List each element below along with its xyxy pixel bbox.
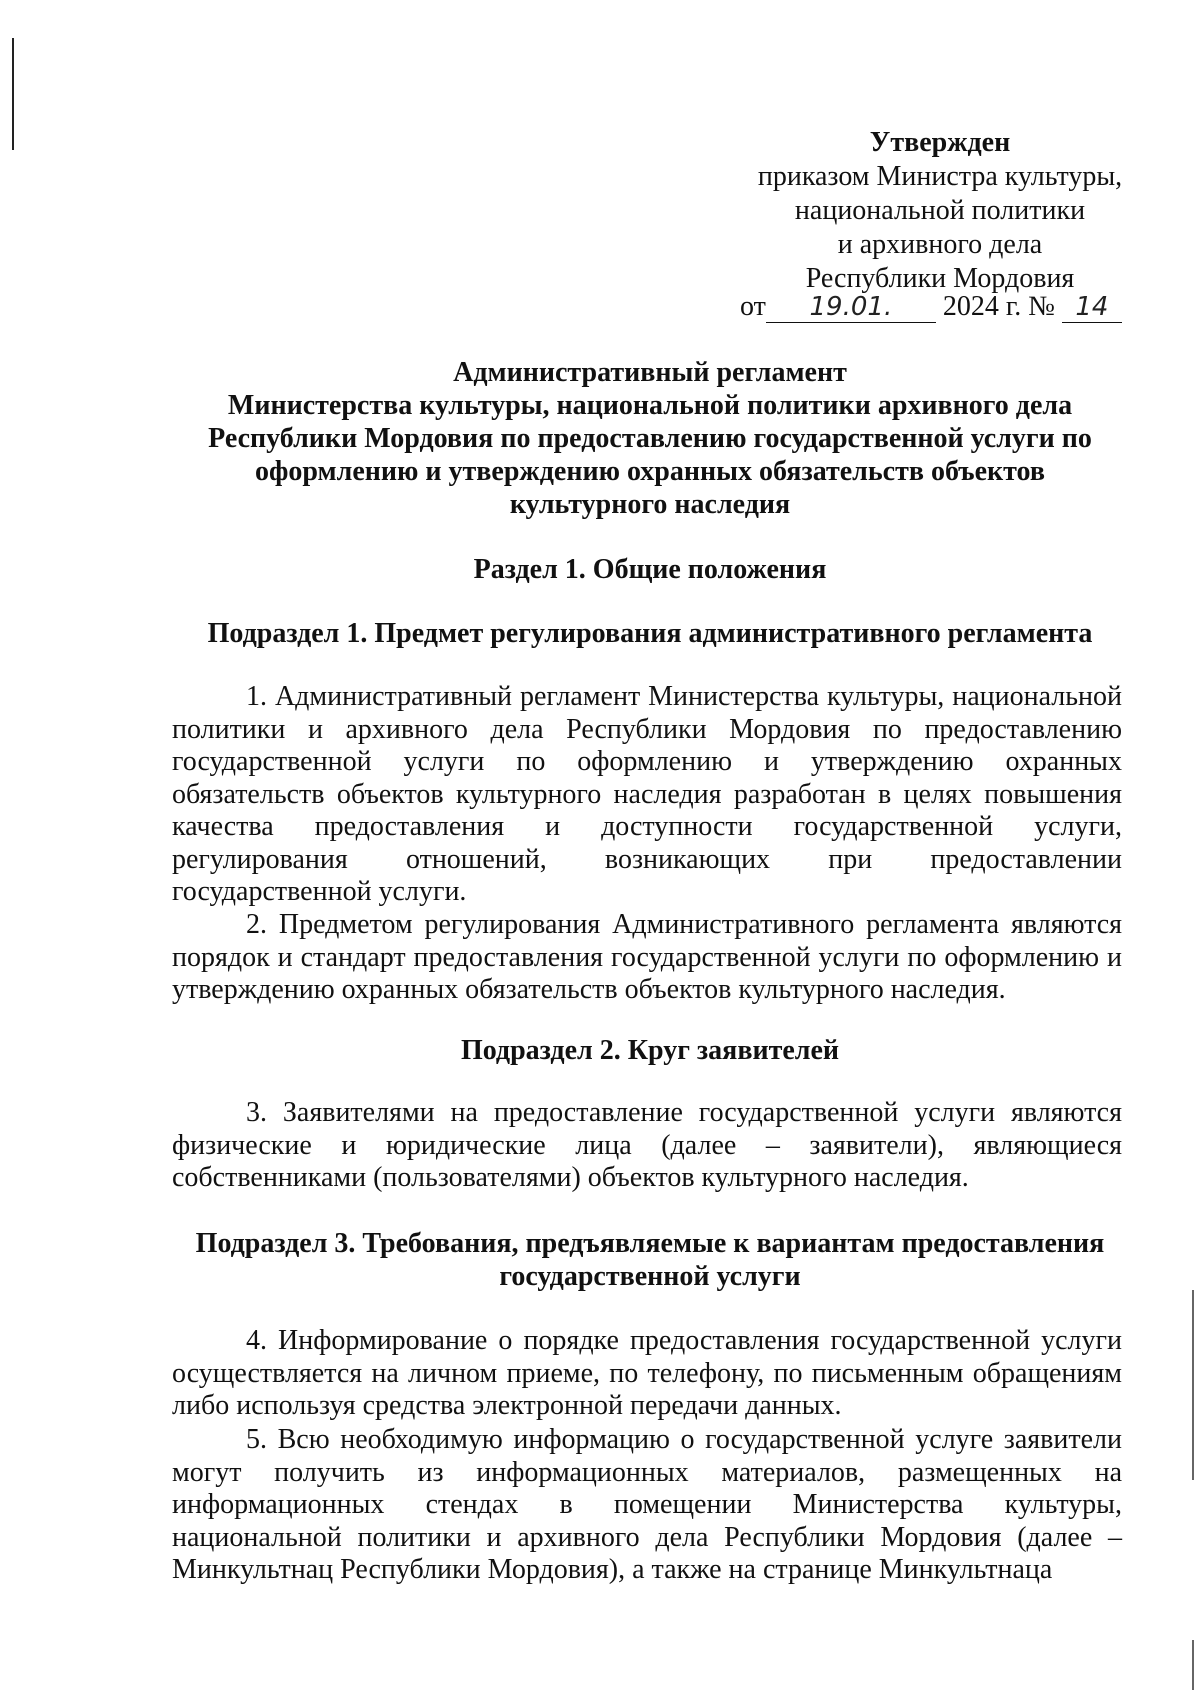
paragraph: 2. Предметом регулирования Административного регламента являются порядок и стандарт предоставления государственной услуги по оформлению и утверждению охранных обязательств объектов культурного наследия. <box>172 909 1122 1005</box>
approval-line: национальной политики <box>794 195 1086 226</box>
section-heading: Раздел 1. Общие положения <box>473 554 827 585</box>
approval-stamp-block <box>740 126 1140 296</box>
subsection-heading: Подраздел 2. Круг заявителей <box>460 1035 840 1066</box>
order-date-handwritten: 19.01. <box>766 292 936 323</box>
order-number-handwritten: 14 <box>1062 292 1122 323</box>
order-year: 2024 г. № <box>942 291 1055 322</box>
subsection-heading-line: Подраздел 3. Требования, предъявляемые к вариантам предоставления <box>195 1228 1105 1259</box>
order-prefix: от <box>740 291 766 322</box>
order-reference <box>740 290 1122 324</box>
approval-line: приказом Министра культуры, <box>757 161 1123 192</box>
paragraph: 1. Административный регламент Министерства культуры, национальной политики и архивного дела Республики Мордовия по предоставлению государственной услуги по оформлению и утверждению охранных обязательств объектов культурного наследия разработан в целях повышения качества предоставления и доступности государственной услуги, регулирования отношений, возникающих при предоставлении государственной услуги. <box>172 681 1122 907</box>
document-title <box>170 356 1130 521</box>
scan-edge-mark <box>1192 1640 1194 1690</box>
document-title-line: Республики Мордовия по предоставлению государственной услуги по <box>208 423 1092 454</box>
paragraph: 4. Информирование о порядке предоставления государственной услуги осуществляется на личном приеме, по телефону, по письменным обращениям либо используя средства электронной передачи данных. <box>172 1325 1122 1421</box>
approved-title: Утвержден <box>869 127 1011 158</box>
subsection-heading: Подраздел 1. Предмет регулирования административного регламента <box>207 618 1093 649</box>
document-title-line: Министерства культуры, национальной политики архивного дела <box>227 390 1073 421</box>
document-title-line: Административный регламент <box>453 357 847 388</box>
document-title-line: оформлению и утверждению охранных обязательств объектов <box>255 456 1045 487</box>
approval-line: и архивного дела <box>837 229 1043 260</box>
scan-edge-mark <box>12 38 14 150</box>
scan-edge-mark <box>1192 1290 1194 1480</box>
paragraph: 3. Заявителями на предоставление государственной услуги являются физические и юридические лица (далее – заявители), являющиеся собственниками (пользователями) объектов культурного наследия. <box>172 1097 1122 1193</box>
paragraph: 5. Всю необходимую информацию о государственной услуге заявители могут получить из информационных материалов, размещенных на информационных стендах в помещении Министерства культуры, национальной политики и архивного дела Республики Мордовия (далее – Минкультнац Республики Мордовия), а также на странице Минкультнаца <box>172 1424 1122 1585</box>
subsection-heading <box>170 1227 1130 1293</box>
approval-line: Республики Мордовия <box>805 263 1075 294</box>
document-title-line: культурного наследия <box>509 489 791 520</box>
subsection-heading-line: государственной услуги <box>499 1261 801 1292</box>
